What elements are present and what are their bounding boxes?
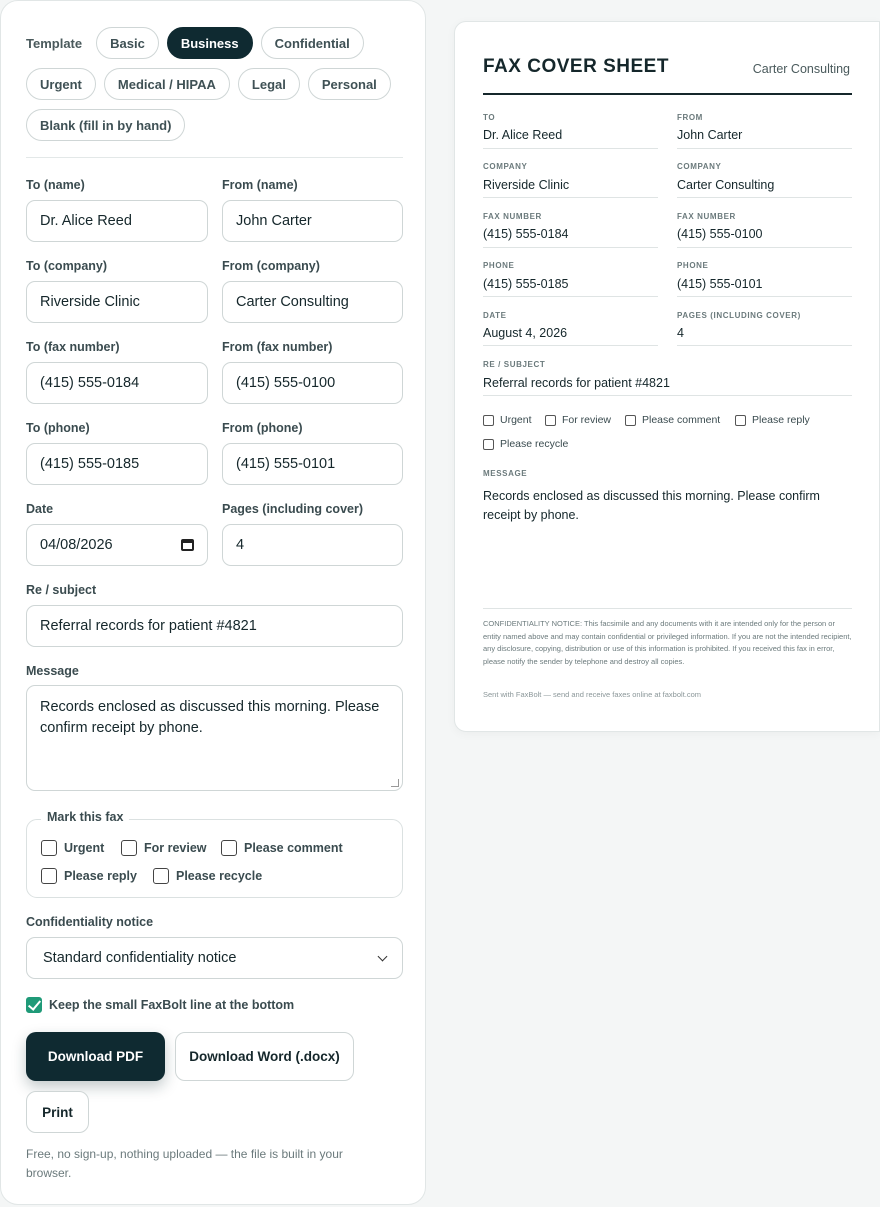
mark-recycle-checkbox[interactable] bbox=[153, 868, 262, 884]
divider bbox=[26, 157, 403, 158]
preview-from-company: Carter Consulting bbox=[677, 178, 775, 192]
message-label: Message bbox=[26, 664, 79, 678]
pages-value: 4 bbox=[236, 537, 245, 553]
preview-from-phone: (415) 555-0101 bbox=[677, 277, 763, 291]
preview-to-fax: (415) 555-0184 bbox=[483, 227, 569, 241]
confidentiality-label: Confidentiality notice bbox=[26, 915, 154, 929]
from-fax-value: (415) 555-0100 bbox=[236, 375, 336, 391]
mark-comment-label: Please comment bbox=[244, 841, 343, 855]
editor-panel bbox=[0, 0, 426, 1205]
template-label: Template bbox=[26, 35, 83, 51]
mark-legend: Mark this fax bbox=[41, 810, 129, 824]
from-phone-value: (415) 555-0101 bbox=[236, 456, 336, 472]
preview-title-rule bbox=[483, 93, 852, 95]
preview-divider bbox=[677, 148, 852, 149]
to-phone-input[interactable] bbox=[26, 443, 208, 485]
mark-reply-checkbox[interactable] bbox=[41, 868, 137, 884]
mark-comment-checkbox[interactable] bbox=[221, 840, 343, 856]
template-legal[interactable]: Legal bbox=[238, 68, 300, 100]
preview-divider bbox=[677, 247, 852, 248]
from-company-value: Carter Consulting bbox=[236, 294, 349, 310]
to-company-input[interactable] bbox=[26, 281, 208, 323]
to-phone-value: (415) 555-0185 bbox=[40, 456, 140, 472]
preview-to-company-label: COMPANY bbox=[483, 162, 528, 171]
download-word-button[interactable]: Download Word (.docx) bbox=[175, 1032, 354, 1081]
template-blank[interactable]: Blank (fill in by hand) bbox=[26, 109, 185, 141]
preview-pages-label: PAGES (INCLUDING COVER) bbox=[677, 311, 801, 320]
pages-label: Pages (including cover) bbox=[222, 502, 364, 516]
print-button[interactable]: Print bbox=[26, 1091, 89, 1133]
preview-divider bbox=[677, 296, 852, 297]
preview-to-phone-label: PHONE bbox=[483, 261, 515, 270]
checkbox-icon[interactable] bbox=[41, 840, 57, 856]
to-name-label: To (name) bbox=[26, 178, 85, 192]
mark-urgent-label: Urgent bbox=[64, 841, 105, 855]
to-name-input[interactable] bbox=[26, 200, 208, 242]
template-urgent[interactable]: Urgent bbox=[26, 68, 96, 100]
preview-date: August 4, 2026 bbox=[483, 326, 568, 340]
preview-title: FAX COVER SHEET bbox=[483, 56, 669, 77]
date-input[interactable] bbox=[26, 524, 208, 566]
preview-divider bbox=[483, 148, 658, 149]
privacy-footnote: Free, no sign-up, nothing uploaded — the file is built in your browser. bbox=[26, 1147, 343, 1180]
checkbox-icon[interactable] bbox=[121, 840, 137, 856]
from-fax-label: From (fax number) bbox=[222, 340, 333, 354]
preview-divider bbox=[483, 296, 658, 297]
preview-mark-comment bbox=[625, 414, 720, 426]
preview-to-fax-label: FAX NUMBER bbox=[483, 212, 542, 221]
preview-from: John Carter bbox=[677, 128, 743, 142]
template-personal[interactable]: Personal bbox=[308, 68, 391, 100]
template-row-1 bbox=[26, 27, 364, 59]
preview-mark-recycle-label: Please recycle bbox=[500, 438, 569, 450]
to-fax-value: (415) 555-0184 bbox=[40, 375, 140, 391]
from-phone-label: From (phone) bbox=[222, 421, 303, 435]
preview-mark-comment-label: Please comment bbox=[642, 414, 721, 426]
preview-divider bbox=[677, 197, 852, 198]
template-row-3 bbox=[26, 109, 185, 141]
preview-divider bbox=[677, 345, 852, 346]
preview-divider bbox=[483, 197, 658, 198]
preview-mark-recycle bbox=[483, 438, 568, 450]
preview-subject-label: RE / SUBJECT bbox=[483, 360, 546, 369]
preview-subject: Referral records for patient #4821 bbox=[483, 376, 670, 390]
mark-recycle-label: Please recycle bbox=[176, 869, 263, 883]
preview-mark-review bbox=[545, 414, 611, 426]
template-business[interactable]: Business bbox=[167, 27, 253, 59]
preview-divider bbox=[483, 395, 852, 396]
checkbox-icon bbox=[625, 415, 636, 426]
preview-pages: 4 bbox=[677, 326, 684, 340]
pages-input[interactable] bbox=[222, 524, 403, 566]
chevron-down-icon bbox=[378, 951, 388, 961]
preview-from-company-label: COMPANY bbox=[677, 162, 722, 171]
calendar-icon[interactable] bbox=[181, 539, 194, 551]
preview-mark-urgent-label: Urgent bbox=[500, 414, 532, 426]
checkbox-checked-icon[interactable] bbox=[26, 997, 42, 1013]
preview-to: Dr. Alice Reed bbox=[483, 128, 563, 142]
subject-input[interactable] bbox=[26, 605, 403, 647]
download-pdf-button[interactable]: Download PDF bbox=[26, 1032, 165, 1081]
keep-faxbolt-line-label: Keep the small FaxBolt line at the bottom bbox=[49, 998, 295, 1012]
preview-to-phone: (415) 555-0185 bbox=[483, 277, 569, 291]
subject-value: Referral records for patient #4821 bbox=[40, 618, 257, 634]
checkbox-icon[interactable] bbox=[41, 868, 57, 884]
preview-sent-with: Sent with FaxBolt — send and receive faxes online at faxbolt.com bbox=[483, 690, 702, 699]
date-label: Date bbox=[26, 502, 54, 516]
from-name-label: From (name) bbox=[222, 178, 298, 192]
preview-mark-reply bbox=[735, 414, 810, 426]
from-phone-input[interactable] bbox=[222, 443, 403, 485]
mark-review-checkbox[interactable] bbox=[121, 840, 207, 856]
cover-sheet-preview bbox=[454, 21, 880, 732]
preview-divider bbox=[483, 608, 852, 609]
date-value: 04/08/2026 bbox=[40, 537, 113, 553]
confidentiality-select[interactable] bbox=[26, 937, 403, 979]
preview-mark-reply-label: Please reply bbox=[752, 414, 810, 426]
from-fax-input[interactable] bbox=[222, 362, 403, 404]
confidentiality-value: Standard confidentiality notice bbox=[43, 950, 237, 966]
preview-mark-urgent bbox=[483, 414, 532, 426]
to-phone-label: To (phone) bbox=[26, 421, 90, 435]
message-value: Records enclosed as discussed this morning. Please confirm receipt by phone. bbox=[40, 699, 380, 736]
checkbox-icon bbox=[483, 415, 494, 426]
mark-urgent-checkbox[interactable] bbox=[41, 840, 104, 856]
preview-date-label: DATE bbox=[483, 311, 507, 320]
checkbox-icon[interactable] bbox=[221, 840, 237, 856]
keep-faxbolt-line-checkbox[interactable] bbox=[26, 997, 294, 1013]
checkbox-icon bbox=[545, 415, 556, 426]
preview-confidentiality-notice: CONFIDENTIALITY NOTICE: This facsimile and any documents with it are intended only for the person or entity named above and may contain confidential or privileged information. If you are not the intended recipient, any disclosure, copying, distribution or use of this information is prohibited. If you received this fax in error, please notify the sender by telephone and destroy all copies. bbox=[483, 619, 852, 666]
message-textarea[interactable] bbox=[26, 685, 403, 791]
mark-review-label: For review bbox=[144, 841, 207, 855]
preview-from-label: FROM bbox=[677, 113, 703, 122]
checkbox-icon[interactable] bbox=[153, 868, 169, 884]
preview-message-label: MESSAGE bbox=[483, 469, 528, 478]
to-name-value: Dr. Alice Reed bbox=[40, 213, 132, 229]
template-row-2 bbox=[26, 68, 391, 100]
from-company-label: From (company) bbox=[222, 259, 320, 273]
checkbox-icon bbox=[483, 439, 494, 450]
from-company-input[interactable] bbox=[222, 281, 403, 323]
preview-mark-review-label: For review bbox=[562, 414, 612, 426]
template-medical[interactable]: Medical / HIPAA bbox=[104, 68, 230, 100]
preview-company: Carter Consulting bbox=[752, 62, 850, 76]
preview-message: Records enclosed as discussed this morning. Please confirm receipt by phone. bbox=[483, 489, 820, 522]
preview-from-phone-label: PHONE bbox=[677, 261, 709, 270]
to-company-value: Riverside Clinic bbox=[40, 294, 140, 310]
template-confidential[interactable]: Confidential bbox=[261, 27, 364, 59]
mark-fieldset bbox=[26, 819, 403, 898]
from-name-value: John Carter bbox=[236, 213, 312, 229]
preview-to-company: Riverside Clinic bbox=[483, 178, 570, 192]
preview-from-fax-label: FAX NUMBER bbox=[677, 212, 736, 221]
template-basic[interactable]: Basic bbox=[96, 27, 159, 59]
preview-divider bbox=[483, 247, 658, 248]
subject-label: Re / subject bbox=[26, 583, 97, 597]
resize-grip-icon[interactable] bbox=[391, 779, 399, 787]
to-fax-input[interactable] bbox=[26, 362, 208, 404]
to-company-label: To (company) bbox=[26, 259, 108, 273]
preview-divider bbox=[483, 345, 658, 346]
to-fax-label: To (fax number) bbox=[26, 340, 120, 354]
mark-reply-label: Please reply bbox=[64, 869, 137, 883]
preview-to-label: TO bbox=[483, 113, 496, 122]
preview-from-fax: (415) 555-0100 bbox=[677, 227, 763, 241]
checkbox-icon bbox=[735, 415, 746, 426]
from-name-input[interactable] bbox=[222, 200, 403, 242]
